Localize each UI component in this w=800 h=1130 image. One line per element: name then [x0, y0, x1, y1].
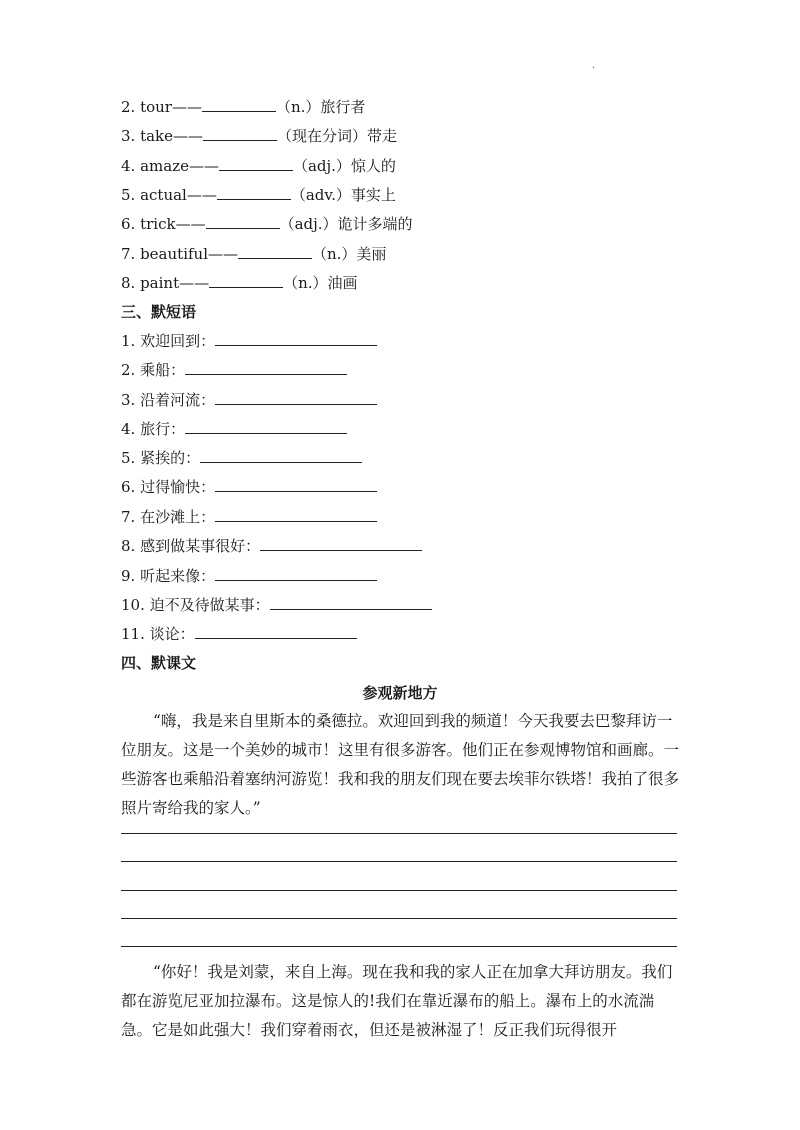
word-item [121, 156, 396, 176]
word-item [121, 126, 397, 146]
answer-blank[interactable] [206, 214, 280, 229]
word-item-hint: （n.）旅行者 [275, 98, 366, 116]
phrase-prompt: 10. 迫不及待做某事： [121, 596, 270, 614]
answer-blank[interactable] [200, 448, 362, 463]
writing-line[interactable] [121, 861, 677, 862]
word-item-text: 2. tour—— [121, 98, 202, 116]
answer-blank[interactable] [215, 477, 377, 492]
answer-blank[interactable] [260, 536, 422, 551]
phrase-prompt: 2. 乘船： [121, 361, 186, 379]
phrase-prompt: 4. 旅行： [121, 420, 186, 438]
word-item-text: 6. trick—— [121, 215, 206, 233]
passage-paragraph: “你好！我是刘蒙，来自上海。现在我和我的家人正在加拿大拜访朋友。我们都在游览尼亚加拉瀑布。这是惊人的!我们在靠近瀑布的船上。瀑布上的水流湍急。它是如此强大！我们穿着雨衣，但还是被淋湿了！反正我们玩得很开 [121, 963, 673, 1039]
phrase-prompt: 11. 谈论： [121, 625, 195, 643]
passage-title: 参观新地方 [362, 684, 438, 702]
word-item-hint: （n.）油画 [283, 274, 358, 292]
word-item-hint: （现在分词）带走 [277, 127, 398, 145]
word-item-hint: （adj.）诡计多端的 [279, 215, 413, 233]
writing-line[interactable] [121, 918, 677, 919]
word-item-hint: （adj.）惊人的 [292, 157, 396, 175]
answer-blank[interactable] [219, 156, 293, 171]
writing-line[interactable] [121, 890, 677, 891]
passage-paragraph: “嗨，我是来自里斯本的桑德拉。欢迎回到我的频道！今天我要去巴黎拜访一位朋友。这是一个美妙的城市！这里有很多游客。他们正在参观博物馆和画廊。一些游客也乘船沿着塞纳河游览！我和我的朋友们现在要去埃菲尔铁塔！我拍了很多照片寄给我的家人。” [121, 712, 680, 817]
answer-blank[interactable] [209, 273, 283, 288]
phrase-item [121, 624, 357, 644]
phrase-prompt: 9. 听起来像： [121, 567, 216, 585]
phrase-prompt: 1. 欢迎回到： [121, 332, 216, 350]
word-item-text: 8. paint—— [121, 274, 210, 292]
phrase-item [121, 566, 377, 586]
phrase-item [121, 536, 422, 556]
answer-blank[interactable] [238, 244, 312, 259]
word-item [121, 273, 358, 293]
answer-blank[interactable] [215, 390, 377, 405]
phrase-prompt: 7. 在沙滩上： [121, 508, 216, 526]
answer-blank[interactable] [195, 624, 357, 639]
answer-blank[interactable] [270, 595, 432, 610]
answer-blank[interactable] [185, 419, 347, 434]
word-item-text: 3. take—— [121, 127, 204, 145]
writing-line[interactable] [121, 946, 677, 947]
answer-blank[interactable] [215, 331, 377, 346]
answer-blank[interactable] [185, 360, 347, 375]
phrase-item [121, 331, 377, 351]
word-item [121, 214, 413, 234]
answer-blank[interactable] [215, 566, 377, 581]
section-heading: 四、默课文 [121, 654, 197, 672]
answer-blank[interactable] [217, 185, 291, 200]
phrase-item [121, 595, 432, 615]
phrase-item [121, 507, 377, 527]
phrase-prompt: 6. 过得愉快： [121, 478, 216, 496]
section-heading: 三、默短语 [121, 303, 197, 321]
word-item [121, 97, 365, 117]
writing-line[interactable] [121, 833, 677, 834]
answer-blank[interactable] [215, 507, 377, 522]
phrase-item [121, 477, 377, 497]
phrase-item [121, 419, 347, 439]
phrase-item [121, 390, 377, 410]
answer-blank[interactable] [203, 126, 277, 141]
word-item-text: 7. beautiful—— [121, 245, 238, 263]
word-item [121, 244, 386, 264]
word-item-text: 4. amaze—— [121, 157, 219, 175]
page-mark: . [592, 60, 596, 71]
word-item-text: 5. actual—— [121, 186, 217, 204]
word-item-hint: （n.）美丽 [312, 245, 387, 263]
phrase-prompt: 8. 感到做某事很好： [121, 537, 261, 555]
word-item-hint: （adv.）事实上 [290, 186, 396, 204]
answer-blank[interactable] [202, 97, 276, 112]
phrase-prompt: 5. 紧挨的： [121, 449, 201, 467]
phrase-item [121, 448, 362, 468]
word-item [121, 185, 396, 205]
phrase-prompt: 3. 沿着河流： [121, 391, 216, 409]
phrase-item [121, 360, 347, 380]
